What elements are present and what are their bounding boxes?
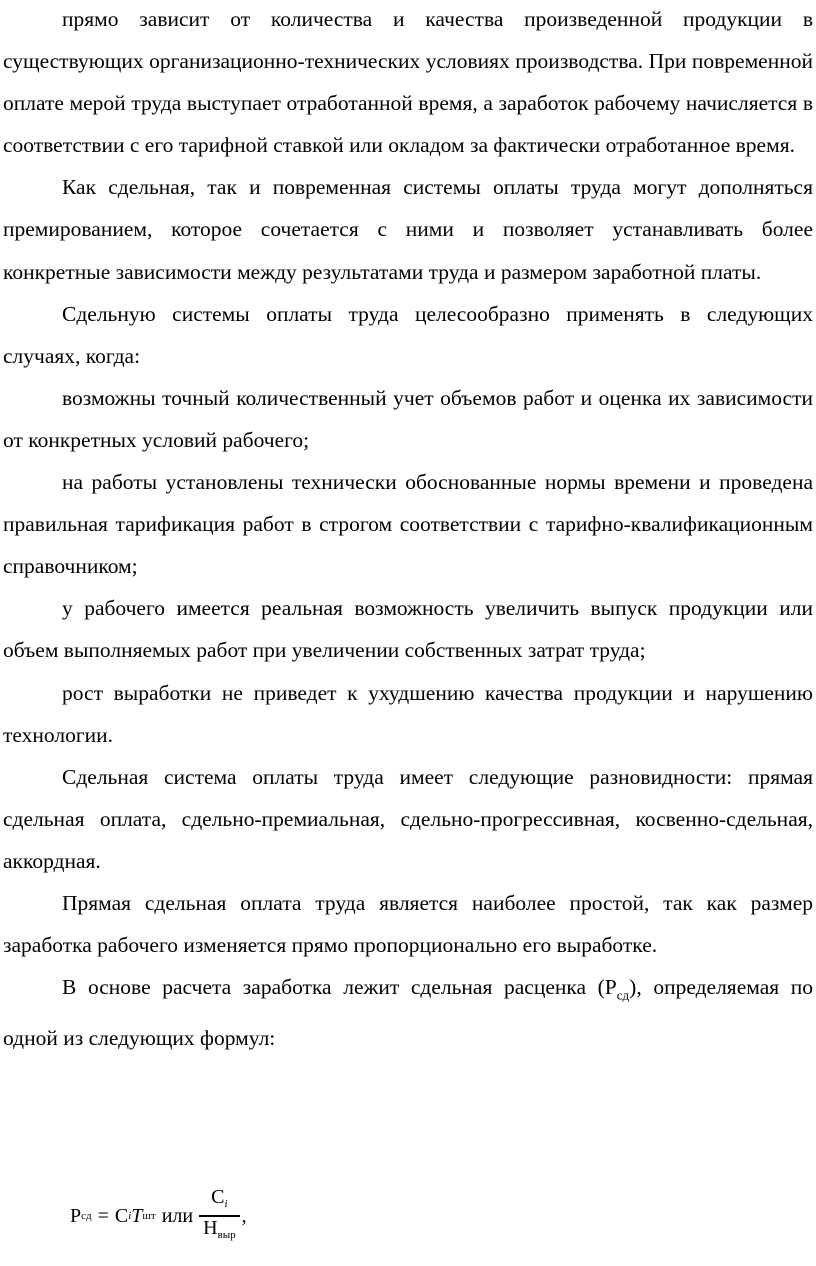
formula-c: С bbox=[114, 1204, 129, 1227]
paragraph-9: Прямая сдельная оплата труда является наиболее простой, так как размер заработка рабочего изменяется прямо пропорционально его выработке. bbox=[3, 890, 813, 958]
paragraph-10 bbox=[3, 966, 813, 1058]
formula-lhs-sub: сд bbox=[81, 1210, 92, 1222]
denominator-sub: выр bbox=[217, 1228, 236, 1241]
paragraph-5: на работы установлены технически обоснованные нормы времени и проведена правильная тарификация работ в строгом соответствии с тарифно-квалификационным справочником; bbox=[3, 470, 813, 579]
paragraph-2: Как сдельная, так и повременная системы оплаты труда могут дополняться премированием, которое сочетается с ними и позволяет устанавливать более конкретные зависимости между результатами труда и размером заработной платы. bbox=[3, 175, 813, 284]
formula-c-sub: i bbox=[128, 1210, 132, 1222]
paragraph-3: Сдельную системы оплаты труда целесообразно применять в следующих случаях, когда: bbox=[3, 301, 813, 368]
fraction-numerator bbox=[207, 1186, 231, 1215]
formula-lhs: Р bbox=[70, 1204, 82, 1227]
formula-fraction bbox=[199, 1186, 240, 1246]
body-text bbox=[3, 0, 813, 1059]
paragraph-4: возможны точный количественный учет объемов работ и оценка их зависимости от конкретных условий рабочего; bbox=[3, 385, 813, 452]
paragraph-6: у рабочего имеется реальная возможность увеличить выпуск продукции или объем выполняемых работ при увеличении собственных затрат труда; bbox=[3, 596, 813, 663]
paragraph-10-subscript: сд bbox=[616, 987, 630, 1003]
paragraph-10-text-b: ), определяемая по одной из следующих формул: bbox=[3, 975, 813, 1050]
fraction-denominator bbox=[199, 1217, 240, 1246]
denominator-letter: Н bbox=[203, 1216, 218, 1239]
formula-comma: , bbox=[241, 1204, 247, 1227]
paragraph-10-text-a: В основе расчета заработка лежит сдельная расценка (Р bbox=[62, 975, 617, 1000]
paragraph-7: рост выработки не приведет к ухудшению качества продукции и нарушению технологии. bbox=[3, 680, 813, 747]
paragraph-1: прямо зависит от количества и качества произведенной продукции в существующих организационно-технических условиях производства. При повременной оплате мерой труда выступает отработанной время, а заработок рабочему начисляется в соответствии с его тарифной ставкой или окладом за фактически отработанное время. bbox=[3, 7, 813, 158]
numerator-letter: С bbox=[211, 1186, 225, 1209]
paragraph-8: Сдельная система оплаты труда имеет следующие разновидности: прямая сдельная оплата, сдельно-премиальная, сдельно-прогрессивная, косвенно-сдельная, аккордная. bbox=[3, 764, 813, 873]
rate-formula bbox=[70, 1186, 247, 1246]
formula-t: T bbox=[131, 1204, 143, 1227]
formula-equals: = bbox=[97, 1204, 109, 1227]
formula-or: или bbox=[161, 1204, 194, 1227]
numerator-sub: i bbox=[224, 1198, 228, 1211]
formula-t-sub: шт bbox=[142, 1210, 156, 1222]
